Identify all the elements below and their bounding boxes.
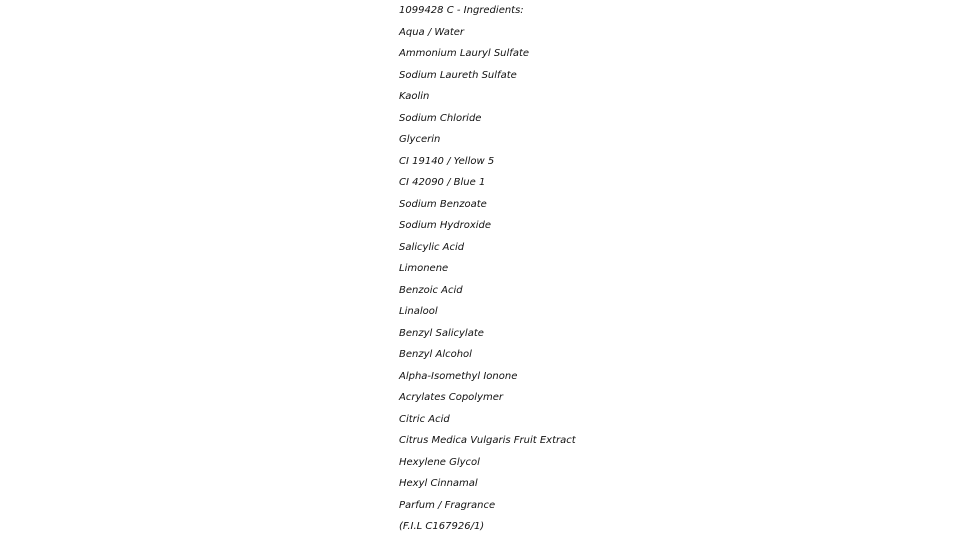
ingredient-item: Ammonium Lauryl Sulfate [399, 48, 530, 59]
ingredient-item: CI 42090 / Blue 1 [399, 177, 486, 188]
ingredient-item: Glycerin [399, 134, 441, 145]
ingredient-item: Benzyl Alcohol [399, 349, 472, 360]
ingredient-item: Acrylates Copolymer [399, 392, 504, 403]
ingredient-item: Sodium Hydroxide [399, 220, 492, 231]
ingredient-item: Sodium Chloride [399, 112, 482, 124]
ingredient-item: Benzyl Salicylate [399, 327, 484, 339]
ingredient-item: Citrus Medica Vulgaris Fruit Extract [399, 435, 576, 446]
ingredient-item: Hexyl Cinnamal [399, 478, 478, 489]
ingredient-item: Linalool [399, 306, 438, 317]
ingredient-item: Hexylene Glycol [399, 456, 480, 468]
ingredient-item: Citric Acid [399, 413, 450, 425]
ingredients-heading: 1099428 C - Ingredients: [399, 5, 524, 16]
ingredient-item: Limonene [399, 263, 449, 274]
ingredient-item: Benzoic Acid [399, 284, 463, 296]
ingredient-item: CI 19140 / Yellow 5 [399, 155, 495, 167]
ingredient-item: Kaolin [399, 91, 430, 102]
ingredient-item: Aqua / Water [399, 26, 465, 38]
ingredient-item: Sodium Benzoate [399, 198, 487, 210]
ingredients-list [399, 0, 699, 538]
ingredient-item: Sodium Laureth Sulfate [399, 69, 517, 81]
fil-code: (F.I.L C167926/1) [399, 521, 485, 532]
ingredient-item: Alpha-Isomethyl Ionone [399, 370, 518, 382]
ingredient-item: Parfum / Fragrance [399, 499, 496, 511]
ingredient-item: Salicylic Acid [399, 241, 465, 253]
